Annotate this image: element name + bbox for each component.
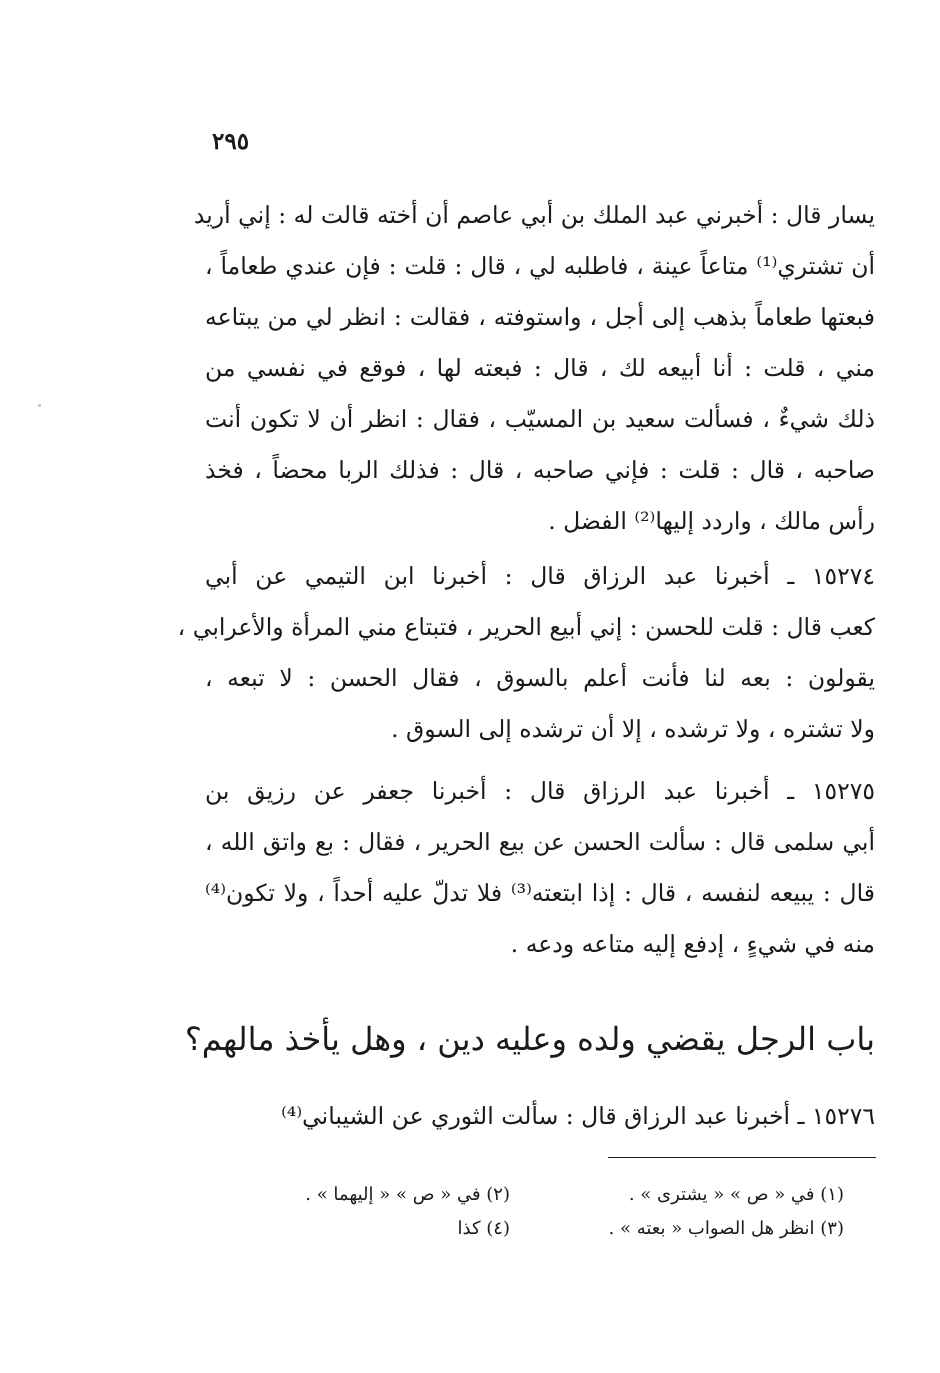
chapter-heading: باب الرجل يقضي ولده وعليه دين ، وهل يأخذ مالهم؟ xyxy=(184,1020,875,1058)
text-line: فبعتها طعاماً بذهب إلى أجل ، واستوفته ، فقالت : انظر لي من يبتاعه xyxy=(205,303,875,331)
text-line: رأس مالك ، واردد إليها⁽²⁾ الفضل . xyxy=(548,507,875,535)
text-line: قال : يبيعه لنفسه ، قال : إذا ابتعته⁽³⁾ فلا تدلّ عليه أحداً ، ولا تكون⁽⁴⁾ xyxy=(205,879,875,907)
footnote-2: (٢) في « ص » « إليهما » . xyxy=(305,1184,510,1205)
text-line: منه في شيءٍ ، إدفع إليه متاعه ودعه . xyxy=(510,930,875,958)
page-number: ٢٩٥ xyxy=(212,128,250,155)
footnote-4: (٤) كذا xyxy=(457,1218,510,1239)
text-line: ١٥٢٧٦ ـ أخبرنا عبد الرزاق قال : سألت الثوري عن الشيباني⁽⁴⁾ xyxy=(281,1102,875,1130)
text-line: يقولون : بعه لنا فأنت أعلم بالسوق ، فقال الحسن : لا تبعه ، xyxy=(205,664,875,692)
paragraph-15274 xyxy=(177,551,875,755)
text-line: ١٥٢٧٥ ـ أخبرنا عبد الرزاق قال : أخبرنا جعفر عن رزيق بن xyxy=(205,777,875,805)
text-line: صاحبه ، قال : قلت : فإني صاحبه ، قال : فذلك الربا محضاً ، فخذ xyxy=(205,456,875,484)
footnote-divider xyxy=(608,1157,876,1158)
text-line: كعب قال : قلت للحسن : إني أبيع الحرير ، فتبتاع مني المرأة والأعرابي ، xyxy=(177,613,875,641)
text-line: ١٥٢٧٤ ـ أخبرنا عبد الرزاق قال : أخبرنا ابن التيمي عن أبي xyxy=(205,562,875,590)
paragraph-1 xyxy=(193,190,875,547)
text-line: مني ، قلت : أنا أبيعه لك ، قال : فبعته لها ، فوقع في نفسي من xyxy=(205,354,875,382)
paragraph-15276 xyxy=(205,1091,875,1142)
text-line: ولا تشتره ، ولا ترشده ، إلا أن ترشده إلى السوق . xyxy=(391,715,875,743)
scan-speck xyxy=(38,404,41,407)
paragraph-15275 xyxy=(205,766,875,970)
footnote-3: (٣) انظر هل الصواب « بعته » . xyxy=(608,1218,844,1239)
text-line: يسار قال : أخبرني عبد الملك بن أبي عاصم أن أخته قالت له : إني أريد xyxy=(193,201,875,229)
text-line: أبي سلمى قال : سألت الحسن عن بيع الحرير ، فقال : بع واتق الله ، xyxy=(205,828,875,856)
footnotes xyxy=(200,1178,880,1246)
text-line: ذلك شيءٌ ، فسألت سعيد بن المسيّب ، فقال : انظر أن لا تكون أنت xyxy=(205,405,875,433)
footnote-1: (١) في « ص » « يشترى » . xyxy=(628,1184,844,1205)
text-line: أن تشتري⁽¹⁾ متاعاً عينة ، فاطلبه لي ، قال : قلت : فإن عندي طعاماً ، xyxy=(205,252,875,280)
